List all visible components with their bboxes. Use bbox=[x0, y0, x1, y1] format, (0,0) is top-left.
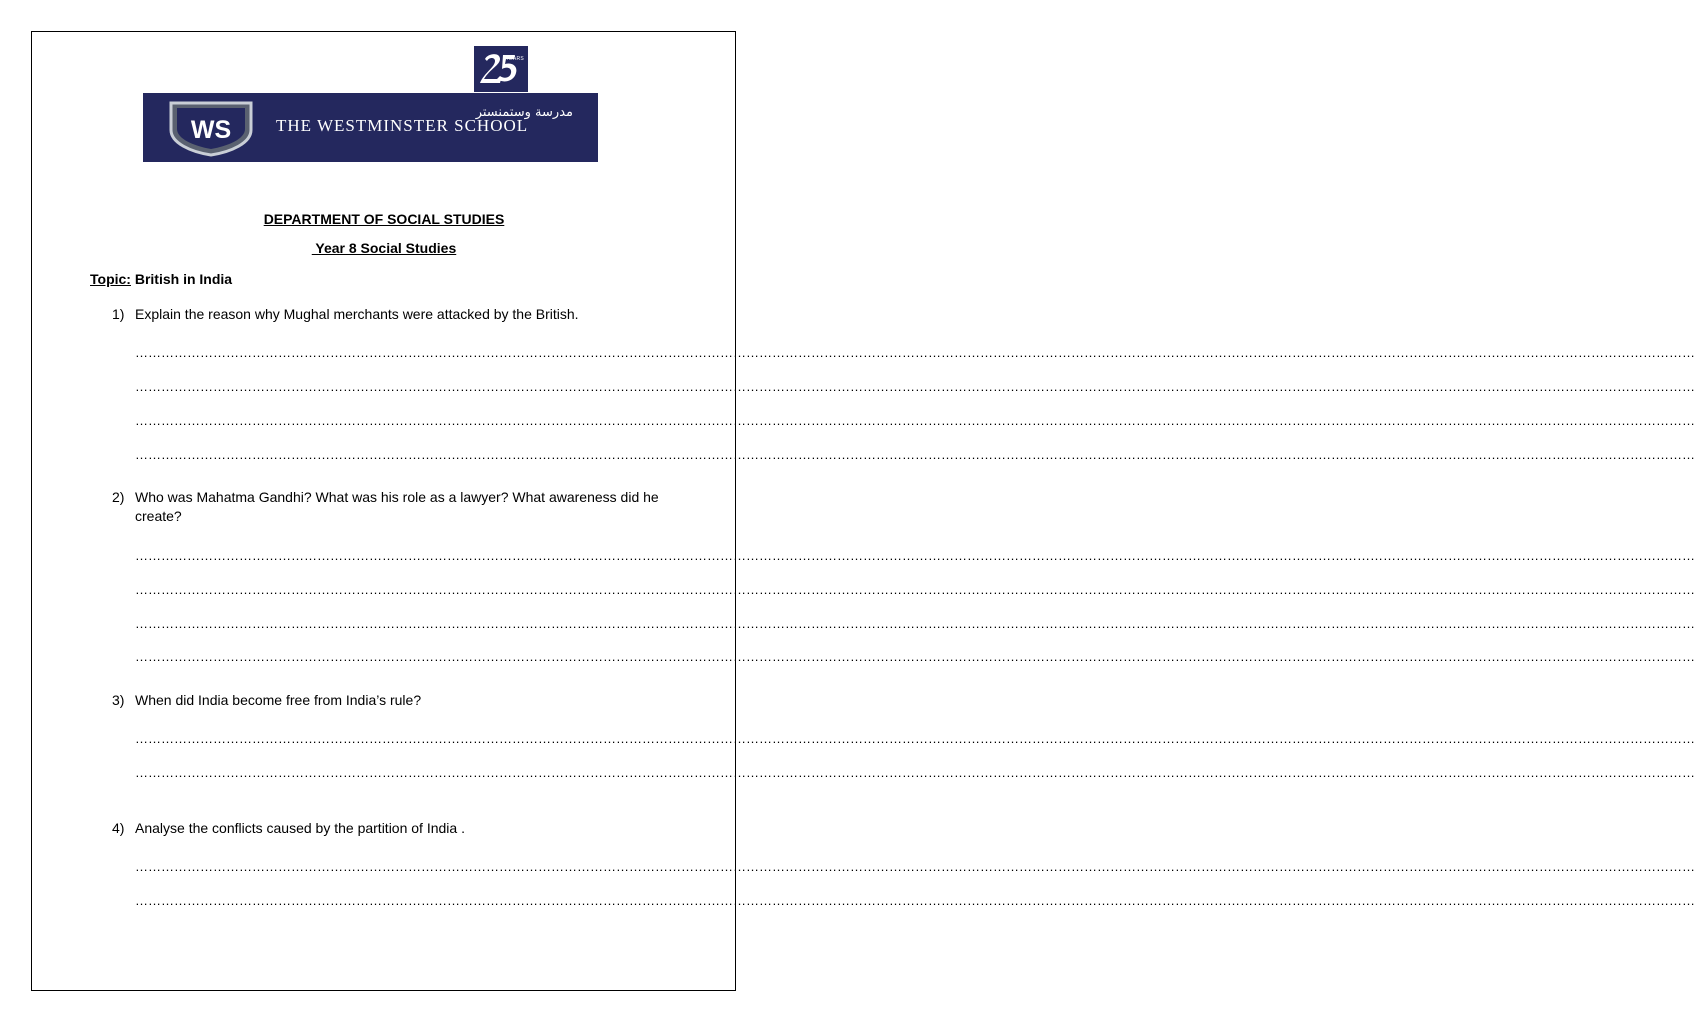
question-number: 2) bbox=[112, 489, 125, 505]
topic-value: British in India bbox=[130, 271, 233, 287]
question-4 bbox=[112, 819, 672, 838]
answer-line[interactable]: ……………………………………………………………………………………………………………………………………………………………………………………………………………………………………………………………………………………………………………………………… bbox=[135, 731, 1695, 746]
question-number: 4) bbox=[112, 820, 125, 836]
question-1 bbox=[112, 305, 672, 324]
anniversary-logo bbox=[474, 46, 528, 92]
question-text: Who was Mahatma Gandhi? What was his role as a lawyer? What awareness did he create? bbox=[135, 489, 659, 524]
topic-line bbox=[90, 271, 232, 287]
answer-line[interactable]: ……………………………………………………………………………………………………………………………………………………………………………………………………………………………………………………………………………………………………………………………… bbox=[135, 765, 1695, 780]
school-crest-icon bbox=[165, 100, 257, 156]
answer-line[interactable]: ……………………………………………………………………………………………………………………………………………………………………………………………………………………………………………………………………………………………………………………………… bbox=[135, 413, 1695, 428]
answer-line[interactable]: ……………………………………………………………………………………………………………………………………………………………………………………………………………………………………………………………………………………………………………………………… bbox=[135, 616, 1695, 631]
question-number: 3) bbox=[112, 692, 125, 708]
answer-line[interactable]: ……………………………………………………………………………………………………………………………………………………………………………………………………………………………………………………………………………………………………………………………… bbox=[135, 859, 1695, 874]
answer-line[interactable]: ……………………………………………………………………………………………………………………………………………………………………………………………………………………………………………………………………………………………………………………………… bbox=[135, 649, 1695, 664]
answer-line[interactable]: ……………………………………………………………………………………………………………………………………………………………………………………………………………………………………………………………………………………………………………………………… bbox=[135, 379, 1695, 394]
answer-line[interactable]: ……………………………………………………………………………………………………………………………………………………………………………………………………………………………………………………………………………………………………………………………… bbox=[135, 447, 1695, 462]
anniversary-25-icon bbox=[474, 46, 528, 92]
worksheet-subtitle: Year 8 Social Studies bbox=[311, 240, 457, 256]
question-text: When did India become free from India’s rule? bbox=[135, 692, 422, 708]
crest-text: WS bbox=[190, 116, 232, 144]
anniversary-years-text: YEARS bbox=[505, 56, 524, 62]
question-2 bbox=[112, 488, 672, 526]
school-name-arabic: مدرسة وستمنستر bbox=[475, 105, 573, 120]
answer-line[interactable]: ……………………………………………………………………………………………………………………………………………………………………………………………………………………………………………………………………………………………………………………………… bbox=[135, 893, 1695, 908]
school-name: THE WESTMINSTER SCHOOL bbox=[276, 116, 529, 135]
answer-line[interactable]: ……………………………………………………………………………………………………………………………………………………………………………………………………………………………………………………………………………………………………………………………… bbox=[135, 582, 1695, 597]
question-3 bbox=[112, 691, 672, 710]
question-text: Analyse the conflicts caused by the partition of India . bbox=[135, 820, 465, 836]
answer-line[interactable]: ……………………………………………………………………………………………………………………………………………………………………………………………………………………………………………………………………………………………………………………………… bbox=[135, 345, 1695, 360]
department-title: DEPARTMENT OF SOCIAL STUDIES bbox=[263, 211, 505, 227]
question-text: Explain the reason why Mughal merchants were attacked by the British. bbox=[135, 306, 579, 322]
school-banner bbox=[143, 93, 598, 162]
question-number: 1) bbox=[112, 306, 125, 322]
topic-label: Topic: bbox=[90, 271, 131, 287]
answer-line[interactable]: ……………………………………………………………………………………………………………………………………………………………………………………………………………………………………………………………………………………………………………………………… bbox=[135, 548, 1695, 563]
